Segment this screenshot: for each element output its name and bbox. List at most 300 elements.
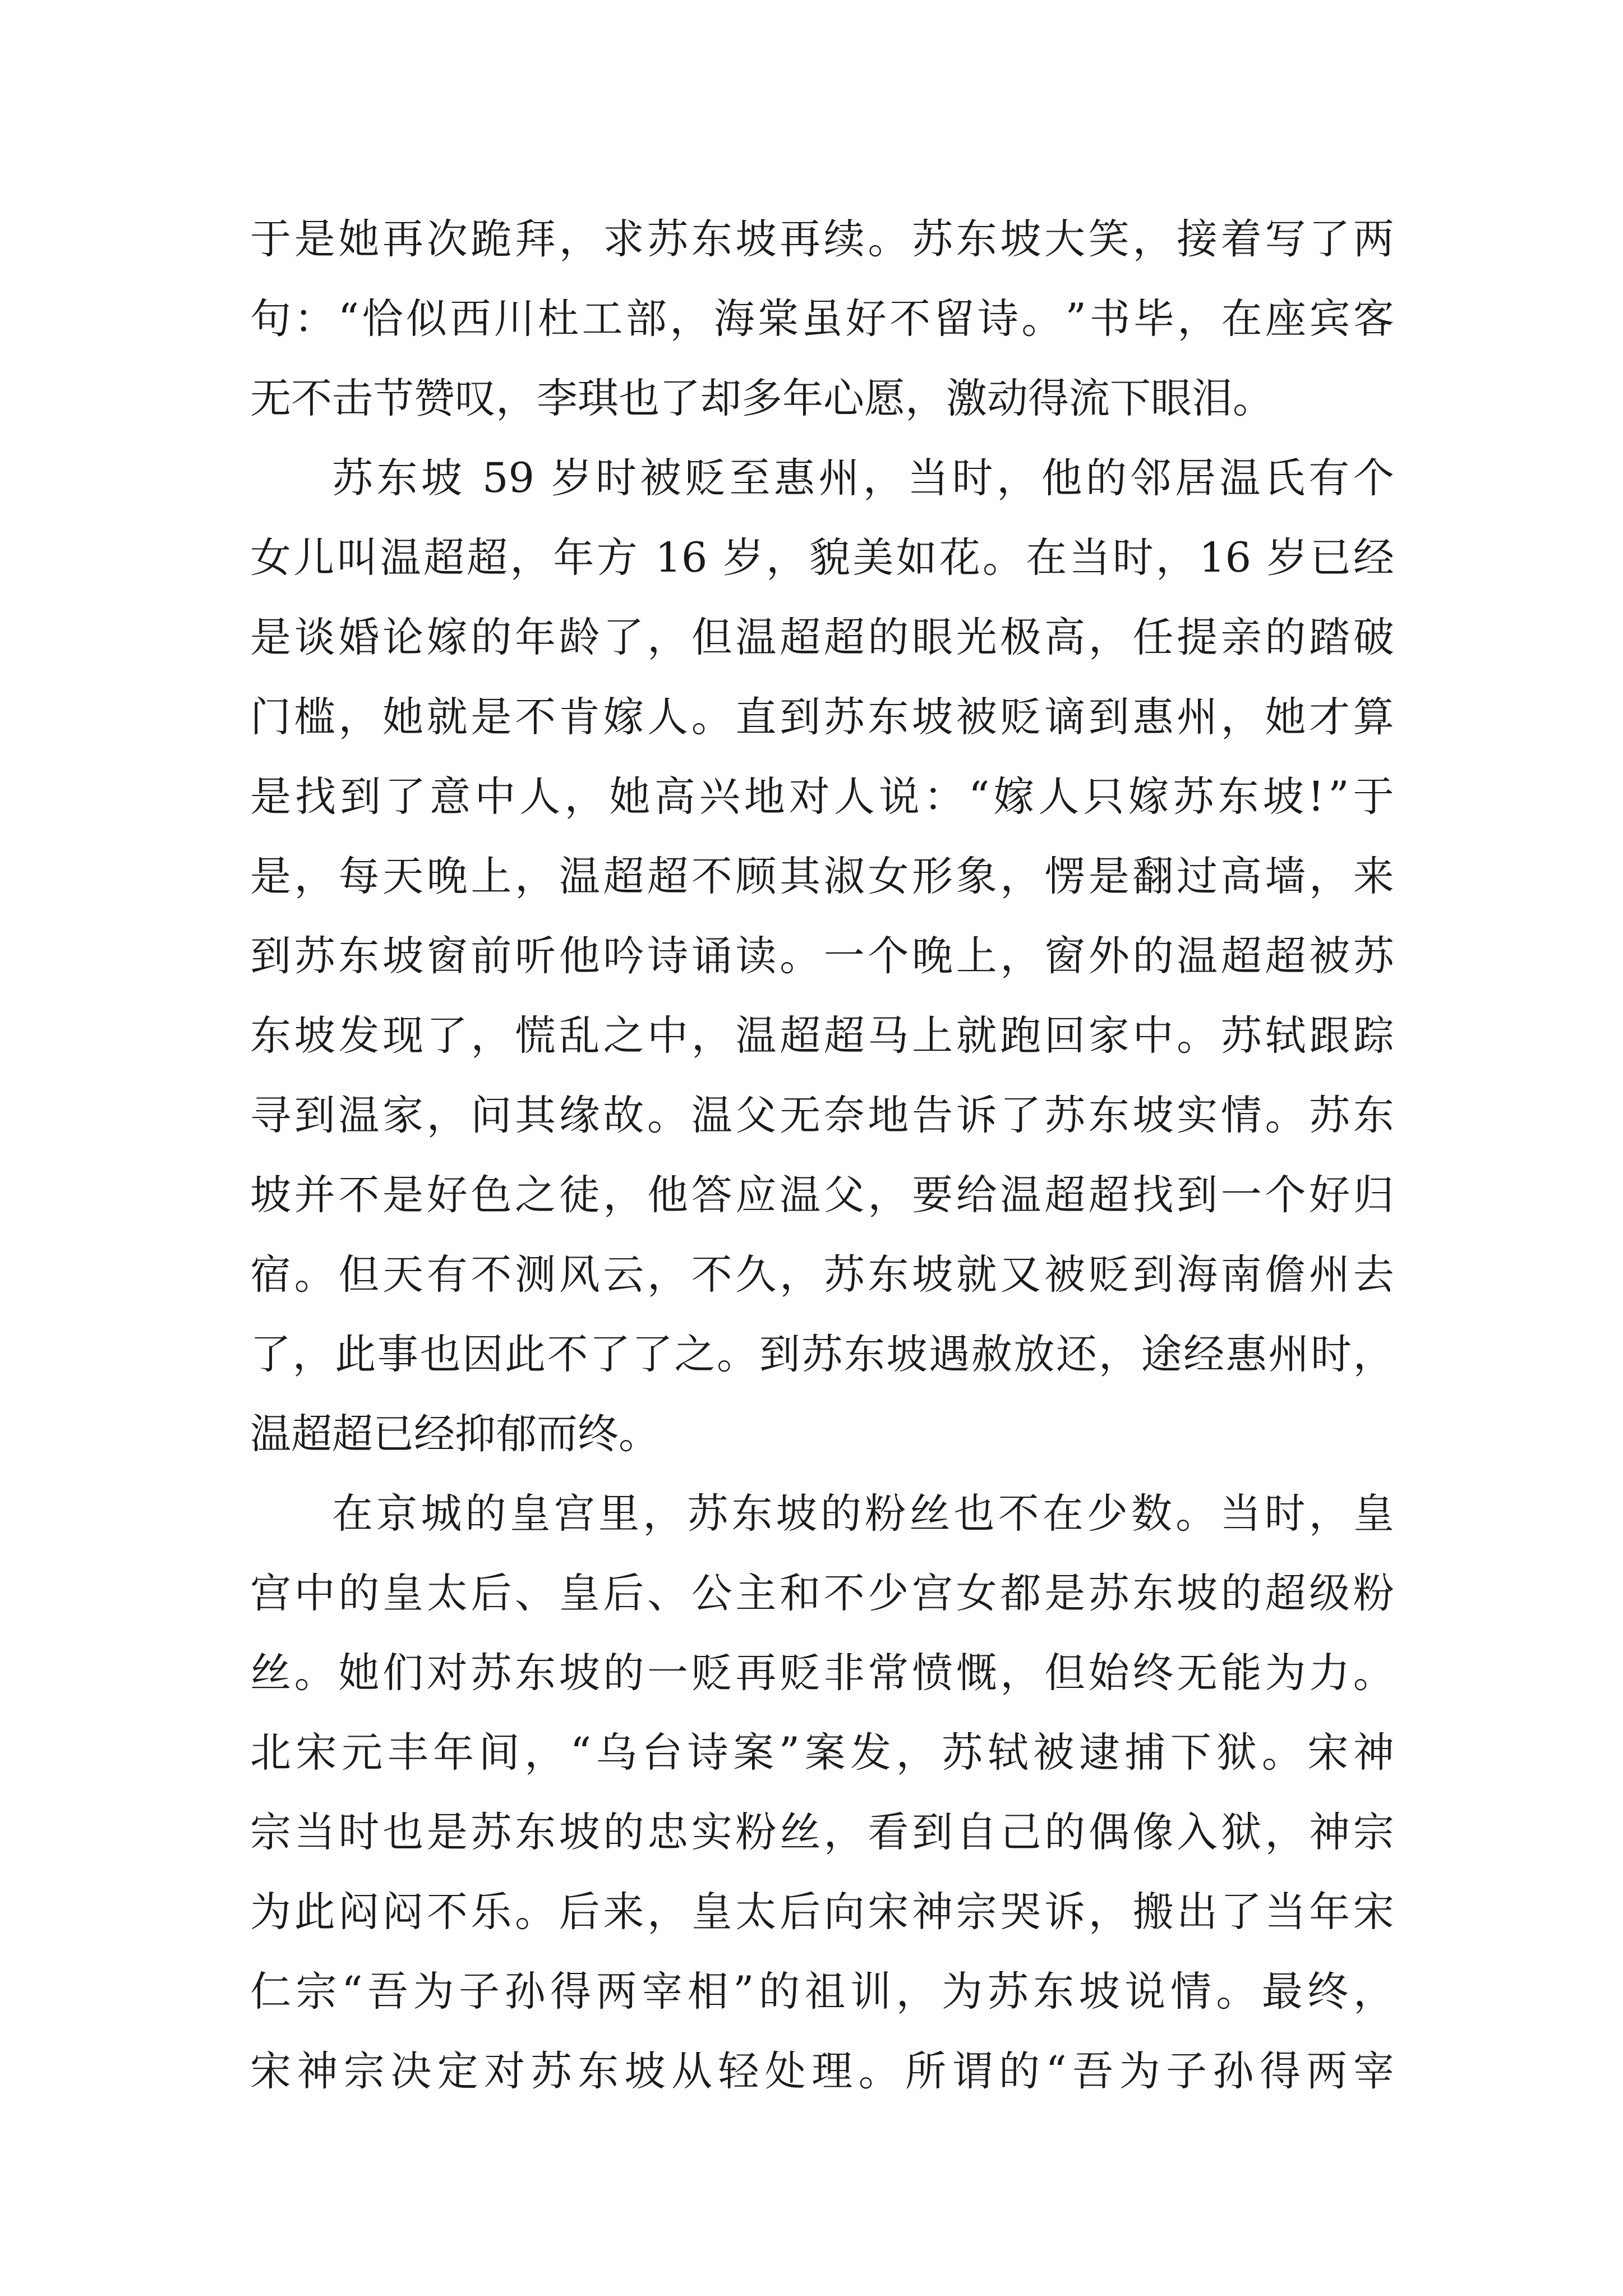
glyph: 年 xyxy=(1309,1888,1350,1936)
glyph: 只 xyxy=(1083,773,1124,821)
glyph: 决 xyxy=(390,2047,432,2095)
glyph: 、 xyxy=(647,1570,689,1617)
glyph: 。 xyxy=(1353,1649,1394,1697)
glyph: 乐 xyxy=(471,1888,512,1936)
glyph: 留 xyxy=(933,295,975,343)
glyph: 。 xyxy=(717,1331,758,1378)
glyph: 吾 xyxy=(1072,2047,1114,2095)
glyph: “ xyxy=(570,1729,592,1777)
glyph: 嫁 xyxy=(993,773,1035,821)
glyph: 的 xyxy=(603,1809,644,1856)
glyph: 中 xyxy=(647,1012,689,1060)
glyph: 。 xyxy=(294,1251,335,1299)
text-line xyxy=(250,1793,1394,1872)
glyph: 乌 xyxy=(596,1729,637,1777)
text-line: 无不击节赞叹，李琪也了却多年心愿，激动得流下眼泪。 xyxy=(250,375,1274,422)
glyph: 太 xyxy=(426,1570,468,1617)
glyph: 理 xyxy=(811,2047,853,2095)
glyph: 窗 xyxy=(426,932,468,980)
glyph: 工 xyxy=(582,295,623,343)
glyph: 。 xyxy=(780,932,821,980)
glyph: 为 xyxy=(942,1968,983,2016)
glyph: 超 xyxy=(1220,932,1262,980)
glyph: 神 xyxy=(297,2047,338,2095)
text-line xyxy=(250,1872,1394,1952)
glyph: 不 xyxy=(889,295,931,343)
glyph: 跪 xyxy=(471,215,512,263)
glyph: 但 xyxy=(1044,1649,1086,1697)
glyph: 被 xyxy=(1033,1729,1075,1777)
glyph: 慨 xyxy=(956,1649,997,1697)
glyph: 时 xyxy=(952,454,993,502)
glyph: 居 xyxy=(1174,454,1216,502)
glyph: ， xyxy=(294,853,335,900)
glyph: 苏 xyxy=(531,2047,572,2095)
glyph: 遇 xyxy=(929,1331,970,1378)
glyph: 后 xyxy=(559,1888,600,1936)
glyph: 为 xyxy=(1265,1649,1306,1697)
glyph: 苏 xyxy=(1309,1092,1350,1139)
glyph: ， xyxy=(1308,1490,1350,1538)
glyph: 当 xyxy=(294,1809,335,1856)
glyph: 坡 xyxy=(776,1490,817,1538)
glyph: 苏 xyxy=(687,1490,728,1538)
glyph: 眼 xyxy=(912,614,953,661)
glyph: 。 xyxy=(1265,1092,1306,1139)
glyph: 超 xyxy=(1088,1171,1129,1219)
glyph: 他 xyxy=(559,932,600,980)
glyph: ， xyxy=(1353,1968,1394,2016)
glyph: 答 xyxy=(691,1171,732,1219)
glyph: 到 xyxy=(1177,1171,1218,1219)
glyph: 实 xyxy=(1177,1092,1218,1139)
glyph: 宋 xyxy=(250,2047,291,2095)
glyph: 的 xyxy=(820,1490,861,1538)
glyph: 儿 xyxy=(293,534,335,582)
glyph: 在 xyxy=(1221,295,1262,343)
glyph: 皇 xyxy=(559,1570,600,1617)
glyph: 徒 xyxy=(559,1171,600,1219)
glyph: “ xyxy=(338,295,359,343)
glyph: 写 xyxy=(1265,215,1306,263)
glyph: 的 xyxy=(1220,1570,1262,1617)
text-line: 温超超已经抑郁而终。 xyxy=(250,1410,660,1458)
glyph: 不 xyxy=(338,1171,380,1219)
glyph: 宋 xyxy=(868,1888,909,1936)
glyph: 婚 xyxy=(338,614,380,661)
glyph: 诵 xyxy=(691,932,732,980)
glyph: 书 xyxy=(1089,295,1131,343)
glyph: 的 xyxy=(1265,614,1306,661)
glyph: 马 xyxy=(868,1012,909,1060)
glyph: 问 xyxy=(471,1092,512,1139)
glyph: 他 xyxy=(647,1171,689,1219)
glyph: 来 xyxy=(603,1888,644,1936)
glyph: 温 xyxy=(780,1171,821,1219)
text-line xyxy=(250,1713,1394,1793)
glyph: 来 xyxy=(1353,853,1394,900)
glyph: 放 xyxy=(1013,1331,1055,1378)
glyph: ： xyxy=(294,295,335,343)
glyph: 是 xyxy=(294,215,335,263)
glyph: 给 xyxy=(956,1171,997,1219)
glyph: 宗 xyxy=(250,1809,291,1856)
glyph: 。 xyxy=(294,1649,335,1697)
glyph: 温 xyxy=(338,1092,380,1139)
glyph: 东 xyxy=(868,693,909,741)
glyph: 有 xyxy=(426,1251,468,1299)
glyph: 毕 xyxy=(1133,295,1174,343)
glyph: 入 xyxy=(1177,1809,1218,1856)
glyph: 宋 xyxy=(1307,1729,1349,1777)
glyph: 东 xyxy=(250,1012,291,1060)
glyph: 个 xyxy=(868,932,909,980)
glyph: 像 xyxy=(1132,1809,1174,1856)
glyph: 向 xyxy=(823,1888,865,1936)
glyph: 东 xyxy=(731,1490,773,1538)
glyph: 东 xyxy=(578,2047,619,2095)
glyph: ， xyxy=(1155,534,1197,582)
glyph: 每 xyxy=(338,853,380,900)
glyph: 时 xyxy=(596,454,637,502)
glyph: 嫁 xyxy=(1128,773,1169,821)
glyph: 宋 xyxy=(296,1729,337,1777)
glyph: 无 xyxy=(1177,1649,1218,1697)
glyph: 苏 xyxy=(987,1968,1029,2016)
glyph: 情 xyxy=(1170,1968,1211,2016)
glyph: 回 xyxy=(1044,1012,1086,1060)
glyph: 无 xyxy=(780,1092,821,1139)
glyph: 16 xyxy=(655,534,721,582)
glyph: 超 xyxy=(780,614,821,661)
text-line xyxy=(250,996,1394,1076)
glyph: 丝 xyxy=(909,1490,951,1538)
text-line xyxy=(250,1315,1394,1395)
glyph: 再 xyxy=(780,215,821,263)
glyph: 贬 xyxy=(1000,693,1041,741)
glyph: 超 xyxy=(467,534,508,582)
glyph: 坡 xyxy=(912,693,953,741)
glyph: 州 xyxy=(1309,1251,1350,1299)
glyph: 岁 xyxy=(722,534,764,582)
glyph: 城 xyxy=(421,1490,462,1538)
glyph: 温 xyxy=(1177,932,1218,980)
glyph: 测 xyxy=(515,1251,556,1299)
glyph: 苏 xyxy=(801,1331,843,1378)
glyph: 温 xyxy=(380,534,421,582)
glyph: 狱 xyxy=(1216,1729,1257,1777)
glyph: 兴 xyxy=(699,773,740,821)
glyph: 续 xyxy=(823,215,865,263)
glyph: 了 xyxy=(603,614,644,661)
glyph: 诉 xyxy=(956,1092,997,1139)
text-line xyxy=(250,917,1394,996)
glyph: 算 xyxy=(1353,693,1394,741)
glyph: 元 xyxy=(342,1729,383,1777)
glyph: 因 xyxy=(462,1331,504,1378)
glyph: “ xyxy=(1045,2047,1067,2095)
glyph: 和 xyxy=(780,1570,821,1617)
glyph: 美 xyxy=(852,534,894,582)
glyph: 后 xyxy=(471,1570,512,1617)
glyph: 苏 xyxy=(823,1251,865,1299)
glyph: 坡 xyxy=(1132,1092,1174,1139)
glyph: 温 xyxy=(735,1012,777,1060)
glyph: 晚 xyxy=(912,932,953,980)
glyph: 之 xyxy=(603,1012,644,1060)
glyph: 翻 xyxy=(1132,853,1174,900)
glyph: 所 xyxy=(905,2047,947,2095)
glyph: 能 xyxy=(1220,1649,1262,1697)
glyph: 跟 xyxy=(1309,1012,1350,1060)
glyph: 力 xyxy=(1309,1649,1350,1697)
glyph: 意 xyxy=(430,773,471,821)
glyph: 象 xyxy=(956,853,997,900)
glyph: 间 xyxy=(478,1729,520,1777)
glyph: 愣 xyxy=(1044,853,1086,900)
glyph: 终 xyxy=(1132,1649,1174,1697)
glyph: 坡 xyxy=(382,932,424,980)
glyph: ” xyxy=(1065,295,1087,343)
glyph: 的 xyxy=(1044,1809,1086,1856)
glyph: ， xyxy=(780,1251,821,1299)
glyph: 超 xyxy=(647,853,689,900)
glyph: ， xyxy=(647,1888,689,1936)
glyph: 家 xyxy=(1088,1012,1129,1060)
glyph: 说 xyxy=(878,773,920,821)
glyph: 家 xyxy=(382,1092,424,1139)
glyph: 丝 xyxy=(780,1809,821,1856)
glyph: 的 xyxy=(471,614,512,661)
glyph: 找 xyxy=(1132,1171,1174,1219)
glyph: 她 xyxy=(338,215,380,263)
glyph: 虽 xyxy=(801,295,843,343)
glyph: 窗 xyxy=(1044,932,1086,980)
glyph: 岁 xyxy=(1266,534,1308,582)
glyph: 极 xyxy=(1000,614,1041,661)
glyph: 、 xyxy=(515,1570,556,1617)
glyph: 看 xyxy=(868,1809,909,1856)
glyph: ， xyxy=(868,1171,909,1219)
glyph: 东 xyxy=(1132,1570,1174,1617)
glyph: 了 xyxy=(1309,215,1350,263)
glyph: 州 xyxy=(1177,693,1218,741)
glyph: 仁 xyxy=(250,1968,291,2016)
glyph: 闷 xyxy=(382,1888,424,1936)
glyph: ， xyxy=(643,1490,684,1538)
glyph: 大 xyxy=(1044,215,1086,263)
glyph: 女 xyxy=(250,534,291,582)
glyph: ， xyxy=(564,773,606,821)
glyph: 皇 xyxy=(1353,1490,1394,1538)
glyph: 宰 xyxy=(1353,2047,1394,2095)
glyph: 任 xyxy=(1132,614,1174,661)
glyph: 坡 xyxy=(624,2047,666,2095)
glyph: 坡 xyxy=(1078,1968,1120,2016)
glyph: 了 xyxy=(426,1012,468,1060)
glyph: 一 xyxy=(823,932,865,980)
glyph: 的 xyxy=(1086,454,1127,502)
glyph: 始 xyxy=(1088,1649,1129,1697)
glyph: 赦 xyxy=(971,1331,1012,1378)
glyph: 皇 xyxy=(382,1570,424,1617)
glyph: 笑 xyxy=(1088,215,1129,263)
text-line xyxy=(250,678,1394,757)
glyph: 她 xyxy=(382,693,424,741)
glyph: ， xyxy=(1353,1331,1394,1378)
glyph: 坡 xyxy=(1177,1570,1218,1617)
glyph: 之 xyxy=(674,1331,716,1378)
glyph: 超 xyxy=(423,534,464,582)
glyph: 求 xyxy=(603,215,644,263)
glyph: 子 xyxy=(458,1968,500,2016)
glyph: 至 xyxy=(729,454,771,502)
glyph: 被 xyxy=(1309,932,1350,980)
glyph: 就 xyxy=(426,693,468,741)
glyph: 到 xyxy=(294,1092,335,1139)
glyph: 句 xyxy=(250,295,291,343)
glyph: ” xyxy=(778,1729,800,1777)
glyph: 次 xyxy=(426,215,468,263)
glyph: 似 xyxy=(405,295,447,343)
glyph: 此 xyxy=(504,1331,546,1378)
glyph: 宿 xyxy=(250,1251,291,1299)
glyph: 神 xyxy=(912,1888,953,1936)
glyph: 为 xyxy=(413,1968,454,2016)
glyph: 缘 xyxy=(559,1092,600,1139)
glyph: 贬 xyxy=(684,454,726,502)
glyph: 龄 xyxy=(559,614,600,661)
glyph: 超 xyxy=(1265,1570,1306,1617)
glyph: 超 xyxy=(1265,932,1306,980)
glyph: 已 xyxy=(1310,534,1351,582)
glyph: 晚 xyxy=(426,853,468,900)
glyph: 案 xyxy=(733,1729,774,1777)
text-line xyxy=(250,439,1394,518)
glyph: ， xyxy=(471,1012,512,1060)
glyph: 在 xyxy=(1026,534,1067,582)
glyph: 少 xyxy=(1086,1490,1128,1538)
glyph: 女 xyxy=(868,853,909,900)
glyph: 乱 xyxy=(559,1012,600,1060)
glyph: 下 xyxy=(1170,1729,1211,1777)
glyph: 太 xyxy=(735,1888,777,1936)
glyph: 当 xyxy=(1265,1888,1306,1936)
glyph: 一 xyxy=(1220,1171,1262,1219)
glyph: 外 xyxy=(1088,932,1129,980)
glyph: 论 xyxy=(382,614,424,661)
glyph: 女 xyxy=(956,1570,997,1617)
glyph: 高 xyxy=(1044,614,1086,661)
glyph: 跑 xyxy=(1000,1012,1041,1060)
glyph: 丝 xyxy=(250,1649,291,1697)
glyph: 定 xyxy=(437,2047,478,2095)
glyph: 自 xyxy=(956,1809,997,1856)
glyph: 。 xyxy=(1216,1968,1257,2016)
glyph: ， xyxy=(1098,1331,1140,1378)
glyph: 苏 xyxy=(1044,1092,1086,1139)
glyph: 再 xyxy=(382,215,424,263)
glyph: 是 xyxy=(1088,853,1129,900)
glyph: 拜 xyxy=(515,215,556,263)
glyph: 温 xyxy=(1219,454,1261,502)
glyph: 苏 xyxy=(942,1729,983,1777)
glyph: 台 xyxy=(642,1729,683,1777)
glyph: 得 xyxy=(550,1968,592,2016)
glyph: 相 xyxy=(687,1968,728,2016)
glyph: 的 xyxy=(868,614,909,661)
glyph: 诉 xyxy=(1044,1888,1086,1936)
glyph: 再 xyxy=(735,1649,777,1697)
glyph: 了 xyxy=(1220,1888,1262,1936)
glyph: 其 xyxy=(515,1092,556,1139)
glyph: 发 xyxy=(850,1729,892,1777)
glyph: 宾 xyxy=(1309,295,1350,343)
glyph: 。 xyxy=(515,1888,556,1936)
glyph: 苏 xyxy=(471,1809,512,1856)
glyph: 偶 xyxy=(1088,1809,1129,1856)
glyph: 上 xyxy=(956,932,997,980)
glyph: 苏 xyxy=(1088,1570,1129,1617)
glyph: ， xyxy=(1088,1888,1129,1936)
glyph: ， xyxy=(510,534,551,582)
glyph: 踏 xyxy=(1309,614,1350,661)
glyph: 宗 xyxy=(343,2047,385,2095)
glyph: 年 xyxy=(515,614,556,661)
glyph: 当 xyxy=(1069,534,1110,582)
glyph: ” xyxy=(1328,773,1349,821)
glyph: 墙 xyxy=(1265,853,1306,900)
glyph: 是 xyxy=(250,773,291,821)
glyph: 贬 xyxy=(780,1649,821,1697)
glyph: 恰 xyxy=(362,295,403,343)
glyph: 槛 xyxy=(294,693,335,741)
glyph: 后 xyxy=(603,1570,644,1617)
glyph: 坡 xyxy=(250,1171,291,1219)
glyph: ， xyxy=(1177,295,1219,343)
glyph: 年 xyxy=(433,1729,474,1777)
glyph: 了 xyxy=(1000,1092,1041,1139)
glyph: 地 xyxy=(744,773,785,821)
glyph: 捕 xyxy=(1124,1729,1166,1777)
glyph: ， xyxy=(1000,932,1041,980)
glyph: 着 xyxy=(1220,215,1262,263)
glyph: 去 xyxy=(1353,1251,1394,1299)
text-line xyxy=(250,837,1394,917)
glyph: 踪 xyxy=(1353,1012,1394,1060)
glyph: 东 xyxy=(1218,773,1259,821)
glyph: 于 xyxy=(1353,773,1394,821)
glyph: 高 xyxy=(654,773,695,821)
glyph: 情 xyxy=(1220,1092,1262,1139)
glyph: 顾 xyxy=(735,853,777,900)
glyph: 的 xyxy=(1132,932,1174,980)
glyph: 海 xyxy=(1177,1251,1218,1299)
glyph: 宰 xyxy=(642,1968,683,2016)
glyph: 并 xyxy=(294,1171,335,1219)
glyph: 听 xyxy=(515,932,556,980)
glyph: “ xyxy=(342,1968,363,2016)
glyph: 儋 xyxy=(1265,1251,1306,1299)
glyph: 但 xyxy=(691,614,732,661)
glyph: 为 xyxy=(1119,2047,1160,2095)
text-line xyxy=(250,200,1394,279)
glyph: 时 xyxy=(1311,1331,1352,1378)
glyph: 谓 xyxy=(952,2047,993,2095)
glyph: 人 xyxy=(833,773,875,821)
glyph: 光 xyxy=(956,614,997,661)
glyph: 父 xyxy=(735,1092,777,1139)
